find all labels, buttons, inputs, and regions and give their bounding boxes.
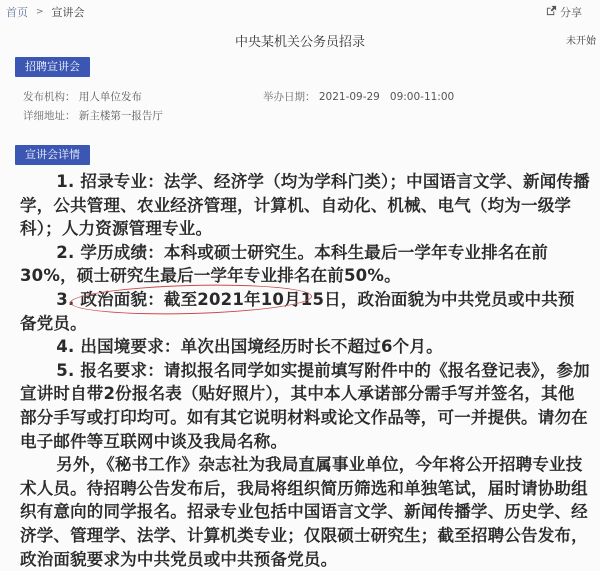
breadcrumb: [6, 4, 85, 20]
detail-paragraph-6: 另外，《秘书工作》杂志社为我局直属事业单位，今年将公开招聘专业技术人员。待招聘公告发布后，我局将组织简历筛选和单独笔试，届时请协助组织有意向的同学报名。招录专业包括中国语言文学、新闻传播学、历史学、经济学、管理学、法学、计算机类专业；仅限硕士研究生；截至招聘公告发布，政治面貌要求为中共党员或中共预备党员。: [20, 455, 588, 569]
details-content: [20, 170, 590, 571]
share-button[interactable]: [546, 4, 582, 20]
publisher-value: 用人单位发布: [78, 91, 142, 103]
session-details-tab[interactable]: 宣讲会详情: [15, 145, 90, 165]
breadcrumb-current: 宣讲会: [51, 6, 85, 19]
detail-paragraph-4: 4. 出国境要求：单次出国境经历时长不超过6个月。: [56, 337, 443, 357]
detail-paragraph-5: 5. 报名要求：请拟报名同学如实提前填写附件中的《报名登记表》，参加宣讲时自带2份报名表（贴好照片），其中本人承诺部分需手写并签名，其他部分手写或打印均可。如有其它说明材料或论文作品等，可一并提供。请勿在电子邮件等互联网中谈及我局名称。: [20, 360, 590, 451]
address-value: 新主楼第一报告厅: [78, 110, 163, 122]
detail-paragraph-2: 2. 学历成绩：本科或硕士研究生。本科生最后一学年专业排名在前30%，硕士研究生最后一学年专业排名在前50%。: [20, 242, 548, 286]
detail-paragraph-3: 3. 政治面貌：截至2021年10月15日，政治面貌为中共党员或中共预备党员。: [20, 289, 575, 333]
breadcrumb-separator: >: [36, 7, 44, 17]
recruitment-session-tab[interactable]: 招聘宣讲会: [15, 57, 90, 77]
date-info: [263, 89, 454, 104]
page-title: 中央某机关公务员招录: [234, 35, 365, 50]
breadcrumb-home-link[interactable]: 首页: [6, 6, 28, 19]
address-info: [23, 108, 163, 123]
time-value: 09:00-11:00: [389, 91, 455, 103]
share-icon: [546, 5, 557, 19]
date-label: 举办日期：: [263, 91, 316, 103]
address-label: 详细地址：: [23, 110, 76, 122]
publisher-label: 发布机构：: [23, 91, 76, 103]
date-value: 2021-09-29: [318, 91, 380, 103]
status-badge: 未开始: [566, 36, 596, 47]
share-label: 分享: [560, 6, 582, 19]
publisher-info: [23, 89, 142, 104]
detail-paragraph-1: 1. 招录专业：法学、经济学（均为学科门类）；中国语言文学、新闻传播学，公共管理、农业经济管理，计算机、自动化、机械、电气（均为一级学科）；人力资源管理专业。: [20, 172, 590, 239]
